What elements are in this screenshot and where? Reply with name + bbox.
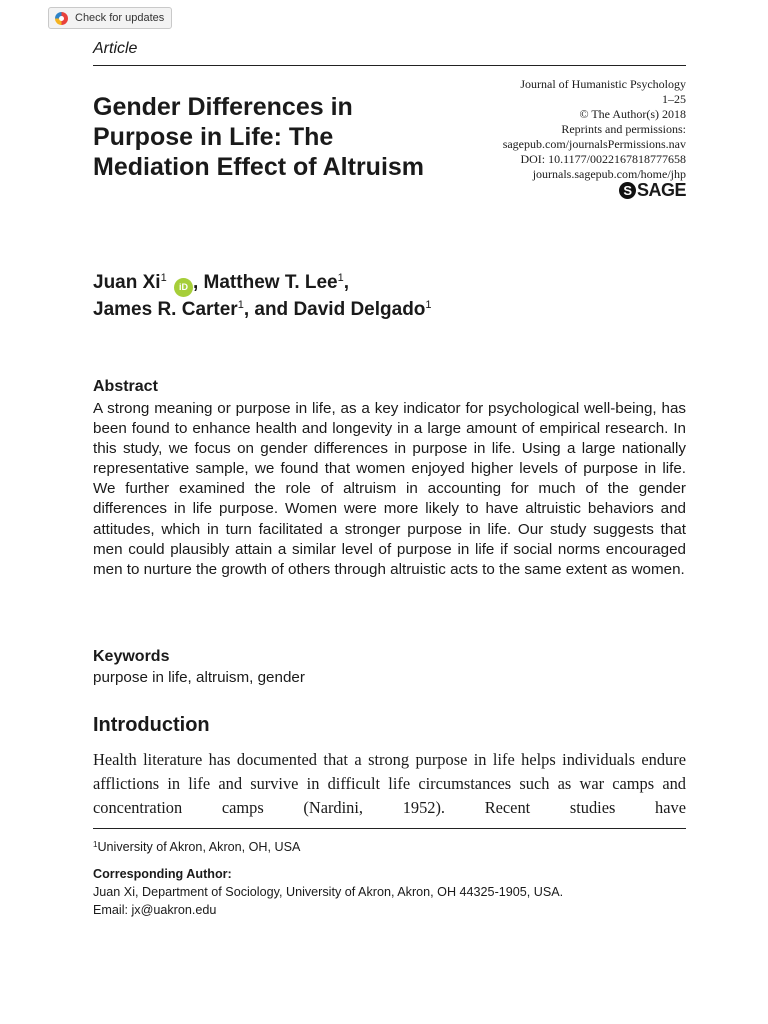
footnotes bbox=[93, 838, 686, 919]
keywords-heading: Keywords bbox=[93, 648, 170, 665]
sage-s-icon: S bbox=[619, 182, 636, 199]
crossmark-icon bbox=[55, 12, 68, 25]
affiliation-text: University of Akron, Akron, OH, USA bbox=[97, 840, 301, 854]
reprints-label: Reprints and permissions: bbox=[561, 122, 686, 136]
author-line-2 bbox=[93, 297, 693, 323]
abstract-text: A strong meaning or purpose in life, as a key indicator for psychological well-being, has been found to enhance health and longevity in a large amount of empirical research. In this study, we focus on gender differences in purpose in life. Using a large nationally representative sample, we found that women enjoyed higher levels of purpose in life. We further examined the role of altruism in accounting for much of the gender differences in life purpose. Women were more likely to have altruistic behaviors and attitudes, which in turn facilitated a stronger purpose in life. Our study suggests that men could plausibly attain a similar level of purpose in life if social norms encouraged men to nurture the growth of others through altruistic acts to the same extent as women. bbox=[93, 400, 686, 578]
check-for-updates-button[interactable] bbox=[48, 7, 172, 29]
journal-home-link[interactable]: journals.sagepub.com/home/jhp bbox=[532, 167, 686, 181]
reprints-link[interactable]: sagepub.com/journalsPermissions.nav bbox=[502, 137, 686, 151]
corresponding-author-address: Juan Xi, Department of Sociology, University of Akron, Akron, OH 44325-1905, USA. bbox=[93, 885, 564, 899]
author-list bbox=[93, 270, 693, 323]
orcid-icon[interactable]: iD bbox=[174, 278, 193, 297]
author-separator: , bbox=[343, 272, 350, 293]
affiliation-footnote bbox=[93, 838, 686, 856]
check-for-updates-label: Check for updates bbox=[75, 12, 165, 24]
author-name[interactable]: , Matthew T. Lee bbox=[192, 272, 338, 293]
author-name[interactable]: , and David Delgado bbox=[243, 299, 426, 320]
page-range: 1–25 bbox=[662, 92, 686, 106]
corresponding-author-email[interactable]: Email: jx@uakron.edu bbox=[93, 903, 217, 917]
author-name[interactable]: Juan Xi bbox=[93, 272, 161, 293]
abstract-heading: Abstract bbox=[93, 378, 158, 395]
affiliation-mark: 1 bbox=[237, 299, 244, 311]
sage-logo-text: SAGE bbox=[636, 180, 686, 200]
copyright-notice: © The Author(s) 2018 bbox=[579, 107, 686, 121]
affiliation-mark: 1 bbox=[337, 272, 344, 284]
affiliation-mark: 1 bbox=[160, 272, 167, 284]
keywords-text: purpose in life, altruism, gender bbox=[93, 669, 305, 686]
author-line-1 bbox=[93, 270, 693, 297]
sage-logo bbox=[619, 180, 686, 201]
article-type-label: Article bbox=[93, 40, 138, 57]
header-divider bbox=[93, 65, 686, 66]
introduction-text: Health literature has documented that a strong purpose in life helps individuals endure afflictions in life and survive in difficult life circumstances such as war camps and concentration camps (Nardini, 1952). Recent studies have bbox=[93, 750, 686, 817]
journal-name: Journal of Humanistic Psychology bbox=[520, 77, 686, 91]
doi-link[interactable]: DOI: 10.1177/0022167818777658 bbox=[520, 152, 686, 166]
footnote-divider bbox=[93, 828, 686, 829]
introduction-heading: Introduction bbox=[93, 714, 210, 736]
article-title: Gender Differences in Purpose in Life: The Mediation Effect of Altruism bbox=[93, 93, 425, 181]
author-name[interactable]: James R. Carter bbox=[93, 299, 238, 320]
journal-metadata bbox=[503, 77, 686, 182]
corresponding-author-heading: Corresponding Author: bbox=[93, 867, 232, 881]
affiliation-mark: 1 bbox=[425, 299, 432, 311]
affiliation-footnote-mark: 1 bbox=[93, 840, 98, 849]
